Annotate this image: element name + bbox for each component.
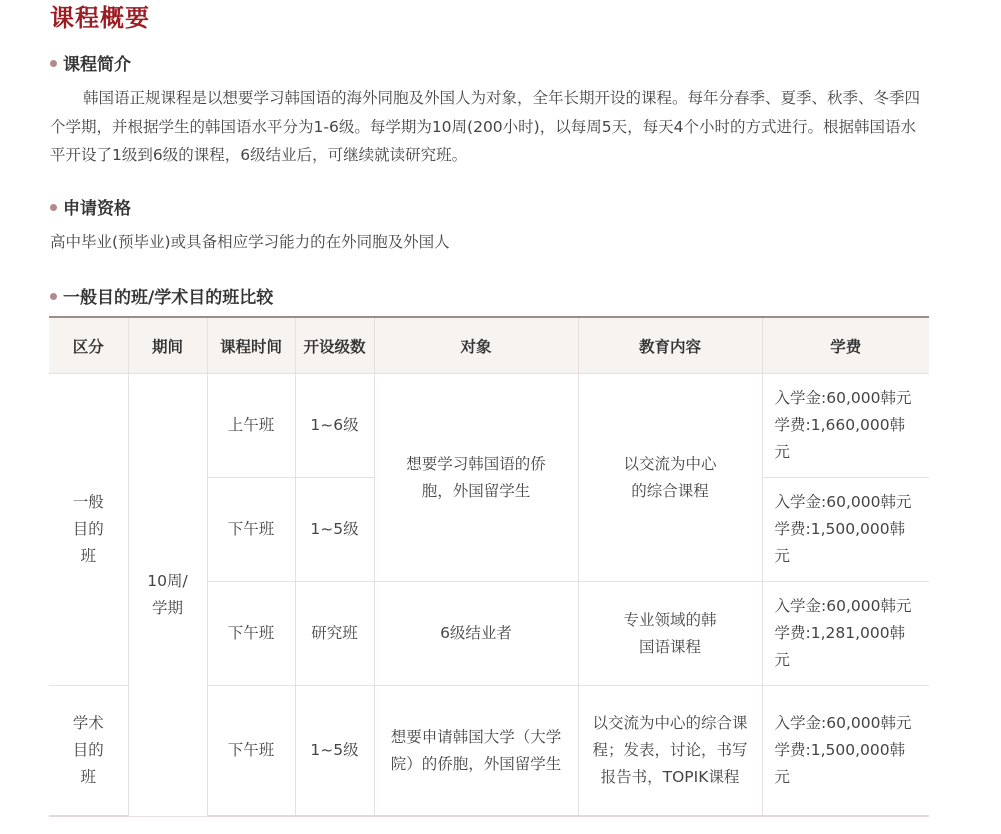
target-cell: 6级结业者 <box>374 582 578 686</box>
class-time-cell: 下午班 <box>207 478 295 582</box>
header-target: 对象 <box>374 317 578 374</box>
header-fee: 学费 <box>762 317 929 374</box>
target-cell: 想要学习韩国语的侨胞，外国留学生 <box>374 374 578 582</box>
section-heading-comparison <box>50 287 273 309</box>
comparison-table <box>49 316 929 817</box>
section-heading-qualification-label: 申请资格 <box>63 199 131 219</box>
intro-paragraph: 韩国语正规课程是以想要学习韩国语的海外同胞及外国人为对象，全年长期开设的课程。每年分春季、夏季、秋季、冬季四个学期，并根据学生的韩国语水平分为1-6级。每学期为10周(200小时)，以每周5天，每天4个小时的方式进行。根据韩国语水平开设了1级到6级的课程，6级结业后，可继续就读研究班。 <box>50 89 921 164</box>
class-time-cell: 下午班 <box>207 582 295 686</box>
category-cell: 学术目的班 <box>49 686 128 817</box>
content-cell: 以交流为中心的综合课程 <box>578 374 762 582</box>
table-header-row <box>49 317 929 374</box>
fee-cell: 入学金:60,000韩元 学费:1,500,000韩元 <box>762 478 929 582</box>
target-cell: 想要申请韩国大学（大学院）的侨胞，外国留学生 <box>374 686 578 817</box>
content-cell: 专业领域的韩国语课程 <box>578 582 762 686</box>
content-cell: 以交流为中心的综合课程；发表，讨论，书写报告书，TOPIK课程 <box>578 686 762 817</box>
bullet-icon <box>50 293 57 300</box>
levels-cell: 1~5级 <box>295 686 374 817</box>
header-period: 期间 <box>128 317 207 374</box>
qualification-text: 高中毕业(预毕业)或具备相应学习能力的在外同胞及外国人 <box>50 233 450 251</box>
fee-cell: 入学金:60,000韩元 学费:1,500,000韩元 <box>762 686 929 817</box>
levels-cell: 研究班 <box>295 582 374 686</box>
period-cell: 10周/学期 <box>128 374 207 817</box>
header-class-time: 课程时间 <box>207 317 295 374</box>
header-levels: 开设级数 <box>295 317 374 374</box>
fee-cell: 入学金:60,000韩元 学费:1,660,000韩元 <box>762 374 929 478</box>
section-heading-qualification <box>50 198 131 220</box>
category-cell: 一般目的班 <box>49 374 128 686</box>
fee-cell: 入学金:60,000韩元 学费:1,281,000韩元 <box>762 582 929 686</box>
page-title: 课程概要 <box>50 4 150 32</box>
header-category: 区分 <box>49 317 128 374</box>
table-row <box>49 374 929 478</box>
levels-cell: 1~5级 <box>295 478 374 582</box>
section-heading-intro-label: 课程简介 <box>63 55 131 75</box>
levels-cell: 1~6级 <box>295 374 374 478</box>
class-time-cell: 上午班 <box>207 374 295 478</box>
section-heading-comparison-label: 一般目的班/学术目的班比较 <box>63 288 274 308</box>
section-heading-intro <box>50 54 131 76</box>
bullet-icon <box>50 60 57 67</box>
class-time-cell: 下午班 <box>207 686 295 817</box>
header-content: 教育内容 <box>578 317 762 374</box>
bullet-icon <box>50 204 57 211</box>
